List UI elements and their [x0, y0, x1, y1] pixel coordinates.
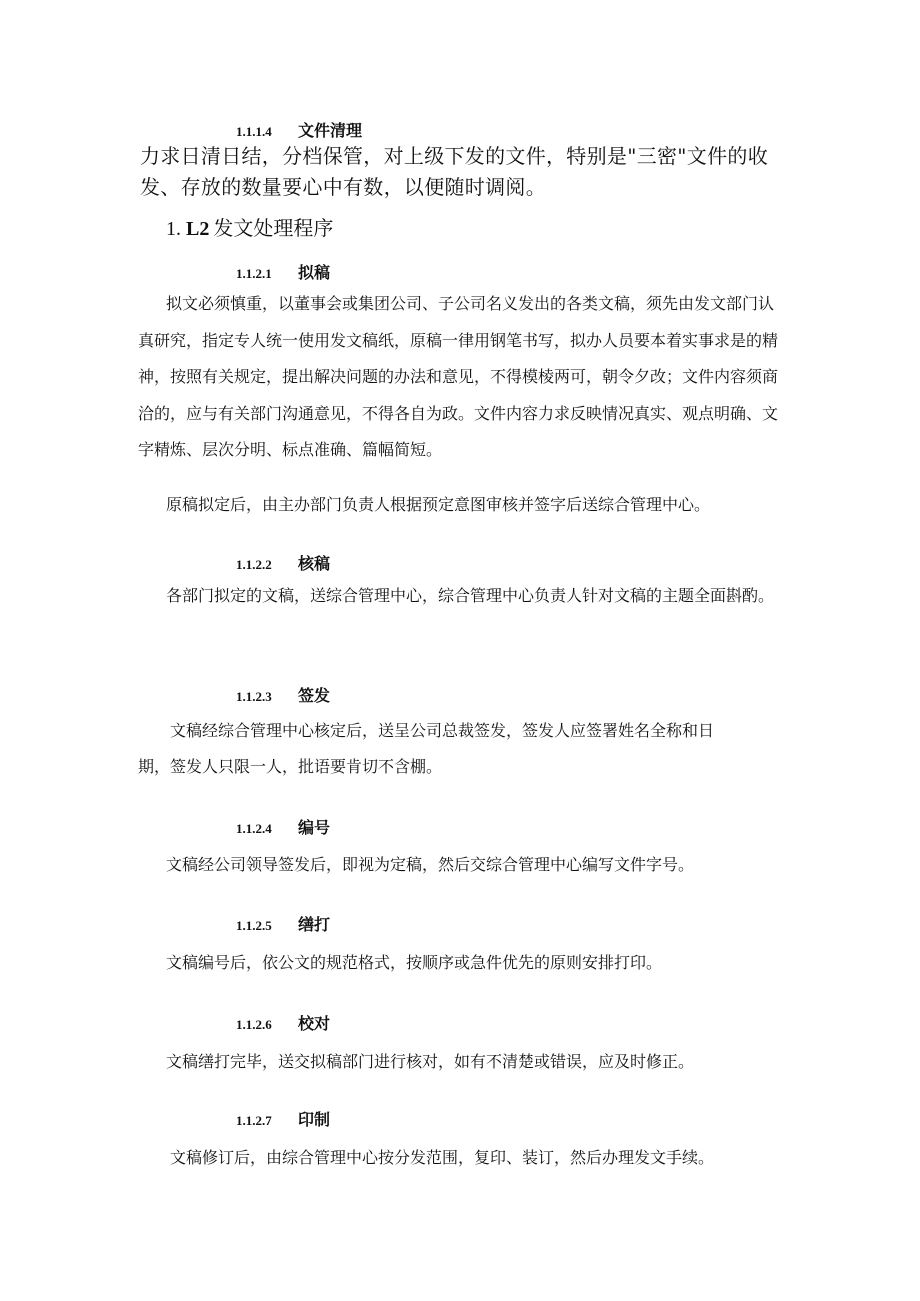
heading-title: 文件清理 — [298, 121, 363, 140]
heading-number: 1.1.2.3 — [236, 689, 272, 704]
heading-1-1-2-5 — [236, 912, 330, 935]
heading-1-1-1-4 — [236, 118, 362, 141]
paragraph-signing-line-2: 期，签发人只限一人，批语要肯切不含棚。 — [138, 757, 443, 776]
heading-1-1-2-2 — [236, 551, 330, 574]
heading-number: 1.1.2.7 — [236, 1113, 272, 1128]
heading-title: 签发 — [298, 686, 331, 705]
heading-1-1-2-6 — [236, 1011, 330, 1034]
paragraph-draft-approval: 原稿拟定后，由主办部门负责人根据预定意图审核并签字后送综合管理中心。 — [166, 495, 711, 514]
heading-number: 1.1.2.4 — [236, 821, 272, 836]
heading-title: 编号 — [298, 818, 331, 837]
heading-title: 印制 — [298, 1110, 331, 1129]
heading-number: 1.1.2.5 — [236, 918, 272, 933]
heading-number: 1.1.2.1 — [236, 266, 272, 281]
heading-1-1-2-4 — [236, 815, 330, 838]
heading-1-1-2 — [166, 212, 333, 241]
paragraph-drafting: 拟文必须慎重，以董事会或集团公司、子公司名义发出的各类文稿，须先由发文部门认真研究，指定专人统一使用发文稿纸，原稿一律用钢笔书写，拟办人员要本着实事求是的精神，按照有关规定，提出解决问题的办法和意见，不得模棱两可，朝令夕改；文件内容须商洽的，应与有关部门沟通意见，不得各自为政。文件内容力求反映情况真实、观点明确、文字精炼、层次分明、标点准确、篇幅简短。 — [138, 294, 779, 459]
paragraph-proofreading: 文稿缮打完毕，送交拟稿部门进行核对，如有不清楚或错误，应及时修正。 — [166, 1052, 695, 1071]
heading-1-1-2-3 — [236, 683, 330, 706]
heading-number — [166, 218, 209, 240]
heading-number-prefix: 1. — [166, 218, 181, 240]
heading-number: 1.1.2.6 — [236, 1017, 272, 1032]
heading-title: 校对 — [298, 1014, 331, 1033]
heading-number: 1.1.1.4 — [236, 124, 272, 139]
paragraph-signing-line-1: 文稿经综合管理中心核定后，送呈公司总裁签发，签发人应签署姓名全称和日 — [170, 721, 715, 740]
heading-title: 缮打 — [298, 915, 331, 934]
paragraph-printing: 文稿修订后，由综合管理中心按分发范围，复印、装订，然后办理发文手续。 — [170, 1148, 715, 1167]
paragraph-typing: 文稿编号后，依公文的规范格式，按顺序或急件优先的原则安排打印。 — [166, 953, 663, 972]
heading-title: 核稿 — [298, 554, 331, 573]
heading-title: 发文处理程序 — [213, 216, 334, 240]
heading-1-1-2-1 — [236, 260, 330, 283]
heading-number-bold: L2 — [186, 218, 210, 240]
heading-1-1-2-7 — [236, 1107, 330, 1130]
heading-title: 拟稿 — [298, 263, 331, 282]
heading-number: 1.1.2.2 — [236, 557, 272, 572]
paragraph-file-cleanup: 力求日清日结，分档保管，对上级下发的文件，特别是"三密"文件的收发、存放的数量要心中有数，以便随时调阅。 — [140, 144, 768, 199]
paragraph-numbering: 文稿经公司领导签发后，即视为定稿，然后交综合管理中心编写文件字号。 — [166, 855, 695, 874]
paragraph-review: 各部门拟定的文稿，送综合管理中心，综合管理中心负责人针对文稿的主题全面斟酌。 — [166, 586, 775, 605]
